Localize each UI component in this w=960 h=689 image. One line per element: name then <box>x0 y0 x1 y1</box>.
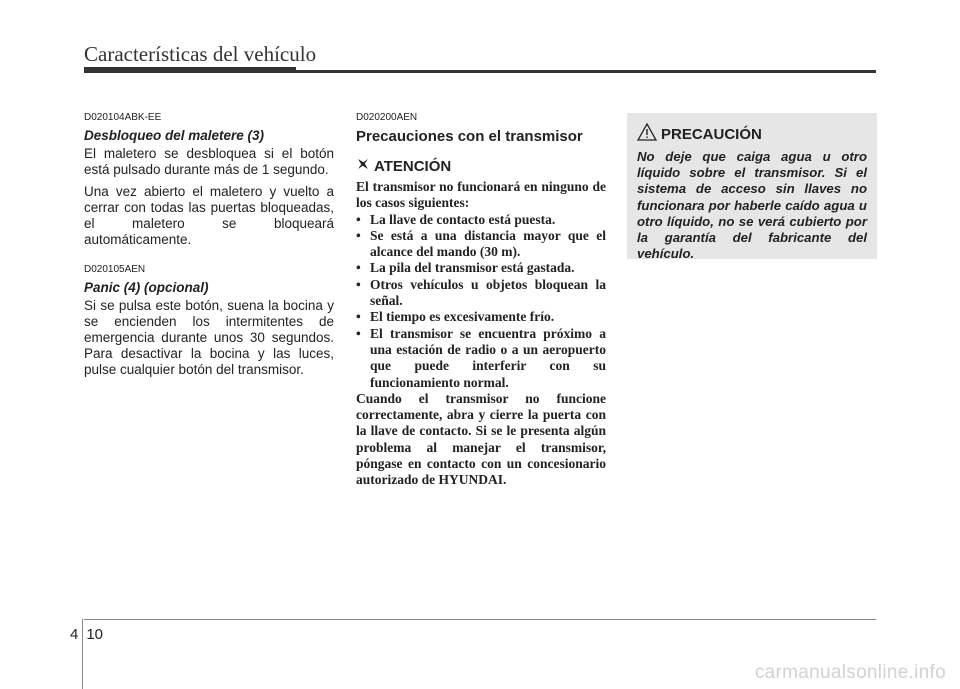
list-item: • La pila del transmisor está gastada. <box>356 260 575 276</box>
section-title: Precauciones con el transmisor <box>356 128 583 145</box>
list-item: • El tiempo es excesivamente frío. <box>356 309 555 325</box>
caution-text: No deje que caiga agua u otro líquido sobre el transmisor. Si el sistema de acceso sin llaves no funcionara por haberle caído agua u otro líquido, no se verá cubierto por la garantía del fabricante del vehículo. <box>637 149 867 262</box>
paragraph: Una vez abierto el maletero y vuelto a cerrar con todas las puertas bloqueadas, el maletero se bloqueará automáticamente. <box>84 184 334 247</box>
section-code: D020105AEN <box>84 264 146 275</box>
warning-triangle-icon <box>637 123 657 145</box>
chapter-number: 4 <box>70 626 79 643</box>
list-item: • El transmisor se encuentra próximo a una estación de radio o a un aeropuerto que puede interferir con su funcionamiento normal. <box>356 325 606 390</box>
left-column <box>84 112 334 384</box>
attention-list <box>356 212 606 391</box>
paragraph: El maletero se desbloquea si el botón está pulsado durante más de 1 segundo. <box>84 146 334 177</box>
attention-closing: Cuando el transmisor no funcione correctamente, abra y cierre la puerta con la llave de contacto. Si se le presenta algún problema al manejar el transmisor, póngase en contacto con un concesionario autorizado de HYUNDAI. <box>356 390 606 488</box>
section-heading: Panic (4) (opcional) <box>84 280 209 295</box>
attention-intro: El transmisor no funcionará en ninguno de los casos siguientes: <box>356 179 606 211</box>
page-number <box>70 626 103 643</box>
header-rule <box>84 70 876 73</box>
section-code: D020104ABK-EE <box>84 112 162 123</box>
page-number-value: 10 <box>86 626 104 643</box>
list-item: • Otros vehículos u objetos bloquean la señal. <box>356 276 606 309</box>
list-item: • La llave de contacto está puesta. <box>356 211 556 227</box>
section-code: D020200AEN <box>356 112 418 123</box>
caution-title <box>637 123 867 145</box>
page-header-title: Características del vehículo <box>84 42 317 66</box>
cross-mark-icon <box>356 157 370 175</box>
section-heading: Desbloqueo del maletere (3) <box>84 128 265 143</box>
attention-title-text: ATENCIÓN <box>374 157 452 175</box>
footer-rule <box>84 619 876 620</box>
caution-title-text: PRECAUCIÓN <box>661 125 762 143</box>
watermark: carmanualsonline.info <box>754 662 946 683</box>
attention-title <box>356 157 606 175</box>
middle-column <box>356 112 606 489</box>
list-item: • Se está a una distancia mayor que el alcance del mando (30 m). <box>356 227 606 260</box>
paragraph: Si se pulsa este botón, suena la bocina y se encienden los intermitentes de emergencia durante unos 30 segundos. Para desactivar la bocina y las luces, pulse cualquier botón del transmisor. <box>84 298 334 377</box>
caution-box <box>627 113 877 262</box>
